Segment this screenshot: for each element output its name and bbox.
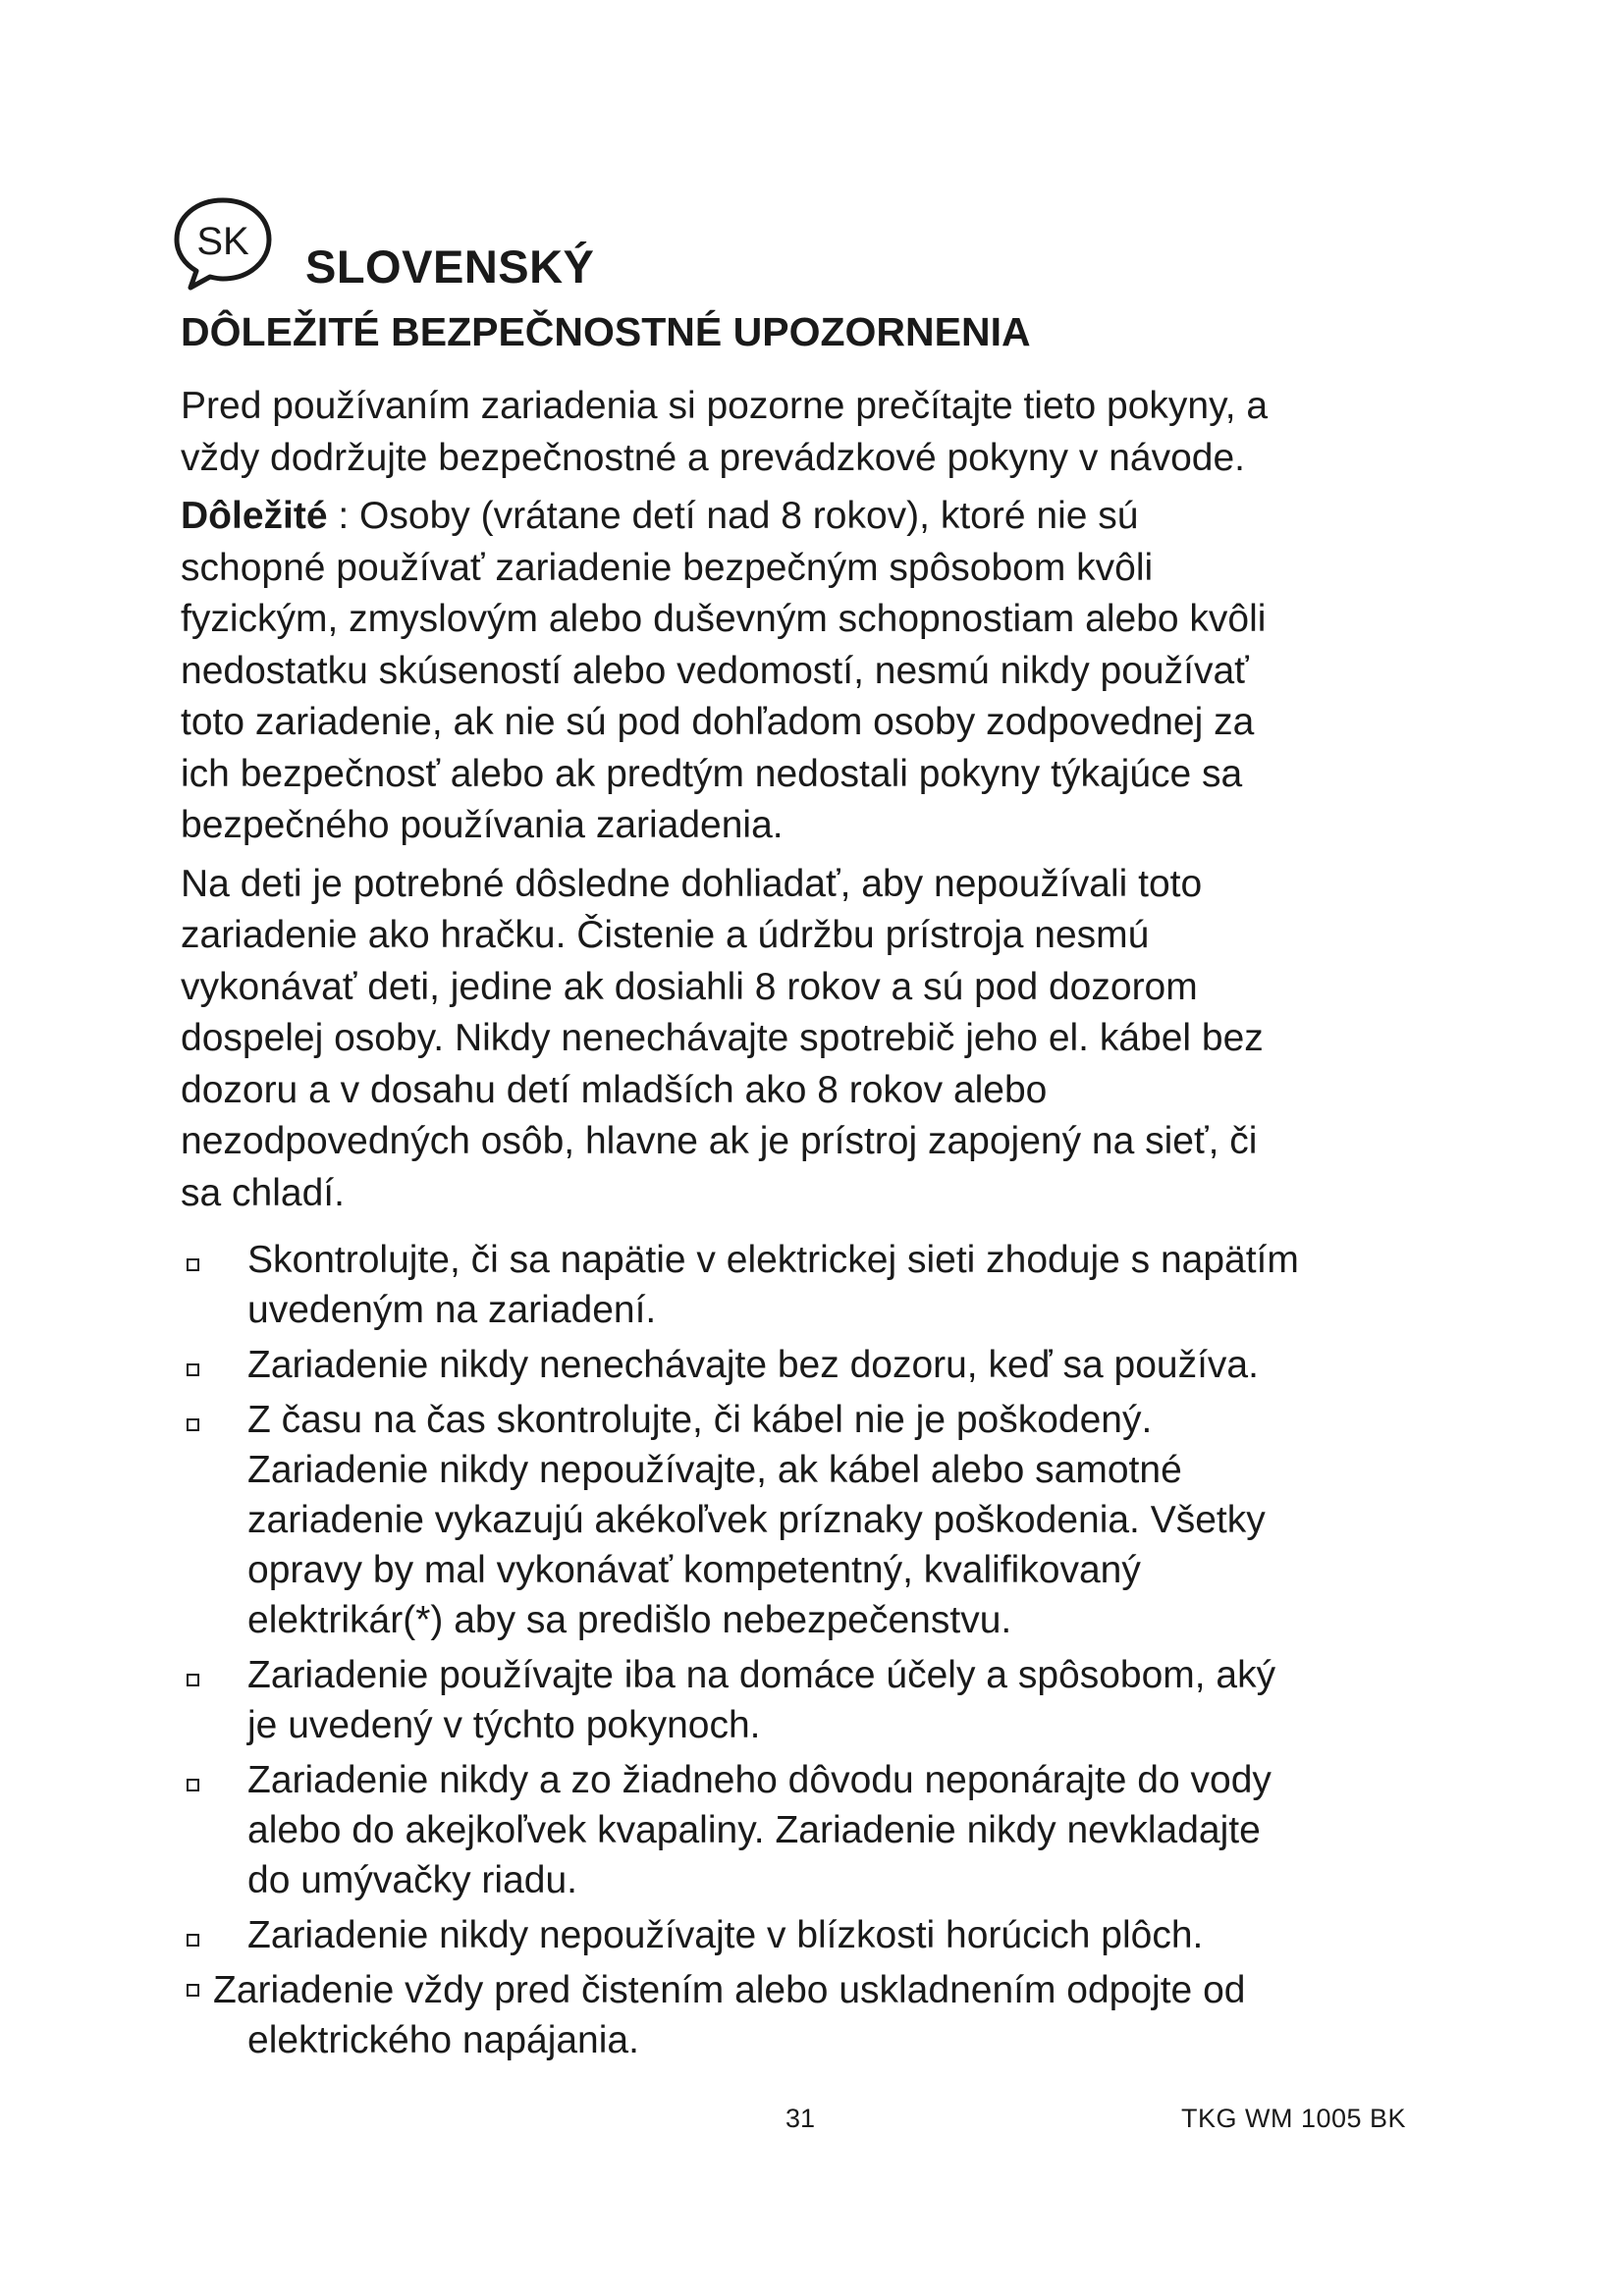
model-number: TKG WM 1005 BK bbox=[1181, 2104, 1407, 2133]
text-line: Na deti je potrebné dôsledne dohliadať, aby nepoužívali toto bbox=[181, 862, 1203, 905]
text-line: uvedeným na zariadení. bbox=[247, 1289, 657, 1331]
checkbox-bullet-icon bbox=[187, 1418, 199, 1431]
bullet-item bbox=[181, 1340, 1477, 1390]
bullet-item bbox=[181, 1235, 1477, 1335]
text-line: vykonávať deti, jedine ak dosiahli 8 rokov a sú pod dozorom bbox=[181, 965, 1198, 1008]
safety-bullet-list bbox=[181, 1235, 1477, 2070]
checkbox-bullet-icon bbox=[187, 1363, 199, 1376]
text-line: ich bezpečnosť alebo ak predtým nedostali pokyny týkajúce sa bbox=[181, 752, 1243, 795]
text-line: zariadenie ako hračku. Čistenie a údržbu prístroja nesmú bbox=[181, 914, 1150, 956]
language-title: SLOVENSKÝ bbox=[305, 240, 595, 293]
text-line: vždy dodržujte bezpečnostné a prevádzkové pokyny v návode. bbox=[181, 436, 1246, 479]
checkbox-bullet-icon bbox=[187, 1258, 199, 1271]
text-line: Skontrolujte, či sa napätie v elektrickej sieti zhoduje s napätím bbox=[247, 1239, 1299, 1281]
bullet-text: Zariadenie vždy pred čistením alebo uskladnením odpojte od bbox=[213, 1969, 1246, 2011]
text-line: bezpečného používania zariadenia. bbox=[181, 804, 784, 846]
bullet-item bbox=[181, 1965, 1477, 2065]
text-line: alebo do akejkoľvek kvapaliny. Zariadenie nikdy nevkladajte bbox=[247, 1809, 1261, 1851]
text-line: nezodpovedných osôb, hlavne ak je prístroj zapojený na sieť, či bbox=[181, 1120, 1258, 1162]
text-line: dozoru a v dosahu detí mladších ako 8 rokov alebo bbox=[181, 1068, 1048, 1111]
sk-language-badge-icon bbox=[169, 194, 277, 293]
section-title: DÔLEŽITÉ BEZPEČNOSTNÉ UPOZORNENIA bbox=[181, 309, 1031, 354]
text-line: do umývačky riadu. bbox=[247, 1859, 577, 1901]
bullet-item bbox=[181, 1395, 1477, 1645]
text-line: Zariadenie používajte iba na domáce účely a spôsobom, aký bbox=[247, 1654, 1276, 1696]
text-line: zariadenie vykazujú akékoľvek príznaky poškodenia. Všetky bbox=[247, 1499, 1266, 1541]
bullet-item bbox=[181, 1650, 1477, 1750]
important-label: Dôležité bbox=[181, 495, 328, 537]
text-line: elektrikár(*) aby sa predišlo nebezpečenstvu. bbox=[247, 1599, 1012, 1641]
badge-text: SK bbox=[196, 220, 249, 263]
checkbox-bullet-icon bbox=[187, 1779, 199, 1791]
checkbox-bullet-icon bbox=[187, 1934, 199, 1947]
children-paragraph bbox=[181, 859, 1457, 1220]
important-text: : Osoby (vrátane detí nad 8 rokov), ktoré nie sú bbox=[327, 495, 1139, 537]
text-line: toto zariadenie, ak nie sú pod dohľadom osoby zodpovednej za bbox=[181, 701, 1255, 743]
text-line: dospelej osoby. Nikdy nenechávajte spotrebič jeho el. kábel bez bbox=[181, 1017, 1264, 1059]
text-line: schopné používať zariadenie bezpečným spôsobom kvôli bbox=[181, 546, 1154, 589]
text-line bbox=[181, 491, 1457, 543]
text-line: Pred používaním zariadenia si pozorne prečítajte tieto pokyny, a bbox=[181, 385, 1269, 427]
text-line bbox=[181, 1965, 1477, 2015]
text-line: Zariadenie nikdy nepoužívajte, ak kábel alebo samotné bbox=[247, 1449, 1182, 1491]
text-line: nedostatku skúseností alebo vedomostí, nesmú nikdy používať bbox=[181, 649, 1249, 692]
text-line: Z času na čas skontrolujte, či kábel nie je poškodený. bbox=[247, 1399, 1153, 1441]
important-paragraph bbox=[181, 491, 1457, 852]
intro-text bbox=[181, 381, 1457, 1219]
text-line: je uvedený v týchto pokynoch. bbox=[247, 1704, 761, 1746]
text-line: Zariadenie nikdy nepoužívajte v blízkosti horúcich plôch. bbox=[247, 1914, 1204, 1956]
bullet-item bbox=[181, 1910, 1477, 1960]
text-line: Zariadenie nikdy nenechávajte bez dozoru, keď sa používa. bbox=[247, 1344, 1259, 1386]
text-line: fyzickým, zmyslovým alebo duševným schopnostiam alebo kvôli bbox=[181, 598, 1267, 640]
text-line: sa chladí. bbox=[181, 1171, 345, 1214]
bullet-item bbox=[181, 1755, 1477, 1905]
text-line: opravy by mal vykonávať kompetentný, kvalifikovaný bbox=[247, 1549, 1141, 1591]
page-number: 31 bbox=[785, 2104, 816, 2133]
checkbox-bullet-icon bbox=[187, 1674, 199, 1686]
checkbox-bullet-icon bbox=[187, 1984, 199, 1997]
text-line: Zariadenie nikdy a zo žiadneho dôvodu neponárajte do vody bbox=[247, 1759, 1272, 1801]
intro-paragraph bbox=[181, 381, 1457, 484]
text-line: elektrického napájania. bbox=[247, 2019, 639, 2061]
